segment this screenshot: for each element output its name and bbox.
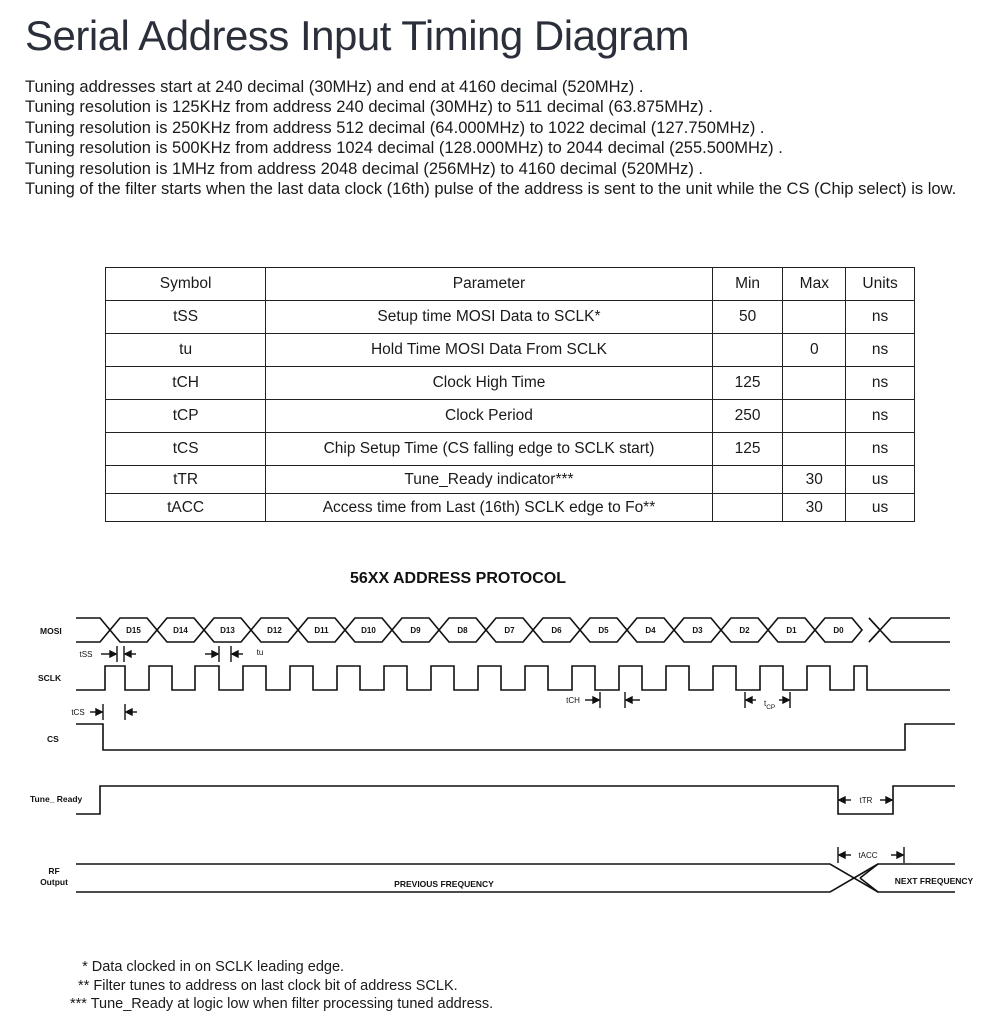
header-max: Max <box>783 268 846 301</box>
tcs-arrowhead-right <box>126 709 132 715</box>
mosi-idle-right-top <box>869 618 950 630</box>
mosi-bit-label: D6 <box>551 626 562 635</box>
ttr-label: tTR <box>859 796 873 805</box>
tss-arrowhead-right <box>125 651 131 657</box>
intro-line: Tuning resolution is 125KHz from address 240 decimal (30MHz) to 511 decimal (63.875MHz) . <box>25 98 713 117</box>
cell-parameter: Tune_Ready indicator*** <box>266 466 713 494</box>
intro-line: Tuning addresses start at 240 decimal (30MHz) and end at 4160 decimal (520MHz) . <box>25 78 644 96</box>
footnote: *** Tune_Ready at logic low when filter processing tuned address. <box>70 996 494 1012</box>
rf-previous-label: PREVIOUS FREQUENCY <box>394 879 494 889</box>
cell-symbol: tCH <box>106 367 266 400</box>
cell-min <box>712 466 783 494</box>
table-row <box>106 367 915 400</box>
tu-label: tu <box>256 648 264 657</box>
cell-units: us <box>846 466 915 494</box>
cell-max <box>783 400 846 433</box>
ttr-arrowhead-left <box>839 797 845 803</box>
tss-arrowhead <box>110 651 116 657</box>
mosi-idle-right-bottom <box>869 630 950 642</box>
mosi-bit-label: D7 <box>504 626 515 635</box>
cell-parameter: Chip Setup Time (CS falling edge to SCLK start) <box>266 433 713 466</box>
cell-symbol: tACC <box>106 494 266 522</box>
cell-max: 30 <box>783 466 846 494</box>
mosi-bit-label: D14 <box>173 626 188 635</box>
footnote: * Data clocked in on SCLK leading edge. <box>70 959 345 975</box>
cell-units: us <box>846 494 915 522</box>
signal-label-tune-ready: Tune_ Ready <box>30 794 83 804</box>
rf-next-label: NEXT FREQUENCY <box>894 876 974 886</box>
tune-ready-waveform <box>76 786 955 814</box>
cell-symbol: tCP <box>106 400 266 433</box>
header-units: Units <box>846 268 915 301</box>
cell-symbol: tSS <box>106 301 266 334</box>
footnotes <box>70 958 493 1014</box>
cell-symbol: tCS <box>106 433 266 466</box>
cell-min: 125 <box>712 433 783 466</box>
cell-min: 250 <box>712 400 783 433</box>
mosi-bit-label: D1 <box>786 626 797 635</box>
tcp-label-sub: CP <box>766 704 776 711</box>
intro-line: Tuning resolution is 250KHz from address 512 decimal (64.000MHz) to 1022 decimal (127.750MHz) . <box>25 118 765 137</box>
cell-units: ns <box>846 334 915 367</box>
mosi-bit-label: D15 <box>126 626 141 635</box>
cell-parameter: Clock High Time <box>266 367 713 400</box>
timing-parameter-table <box>105 267 915 522</box>
cell-symbol: tTR <box>106 466 266 494</box>
tacc-arrowhead-left <box>839 852 845 858</box>
cell-parameter: Hold Time MOSI Data From SCLK <box>266 334 713 367</box>
cell-parameter: Clock Period <box>266 400 713 433</box>
tacc-label: tACC <box>858 851 878 860</box>
mosi-bit-label: D4 <box>645 626 656 635</box>
mosi-waveform <box>76 618 950 642</box>
tch-arrowhead <box>593 697 599 703</box>
diagram-title: 56XX ADDRESS PROTOCOL <box>349 570 567 587</box>
signal-label-cs: CS <box>47 734 59 744</box>
table-row <box>106 334 915 367</box>
mosi-bit-label: D11 <box>314 626 329 635</box>
footnote: ** Filter tunes to address on last clock bit of address SCLK. <box>70 977 458 994</box>
cell-max <box>783 433 846 466</box>
tu-arrowhead <box>212 651 218 657</box>
cell-units: ns <box>846 400 915 433</box>
signal-label-rf: RF <box>48 866 60 876</box>
mosi-bit-label: D9 <box>410 626 421 635</box>
intro-line: Tuning resolution is 500KHz from address 1024 decimal (128.000MHz) to 2044 decimal (255.500MHz) . <box>25 139 783 158</box>
signal-label-mosi: MOSI <box>40 626 62 636</box>
cell-min <box>712 334 783 367</box>
cs-waveform <box>76 724 955 750</box>
cell-max <box>783 301 846 334</box>
mosi-idle-right <box>869 618 880 642</box>
intro-text <box>25 77 985 199</box>
intro-line: Tuning of the filter starts when the last data clock (16th) pulse of the address is sent to the unit while the CS (Chip select) is low. <box>25 180 957 199</box>
tacc-arrowhead-right <box>897 852 903 858</box>
cell-max <box>783 367 846 400</box>
tcp-label <box>764 699 775 711</box>
tcp-arrowhead-left <box>746 697 752 703</box>
tcp-arrowhead-right <box>783 697 789 703</box>
mosi-bit-label: D10 <box>361 626 376 635</box>
header-min: Min <box>712 268 783 301</box>
table-row <box>106 494 915 522</box>
mosi-bit-label: D3 <box>692 626 703 635</box>
table-row <box>106 466 915 494</box>
cell-min: 50 <box>712 301 783 334</box>
header-parameter: Parameter <box>266 268 713 301</box>
cell-symbol: tu <box>106 334 266 367</box>
tch-arrowhead-right <box>626 697 632 703</box>
signal-label-output: Output <box>40 877 68 887</box>
mosi-bit-label: D13 <box>220 626 235 635</box>
cell-parameter: Setup time MOSI Data to SCLK* <box>266 301 713 334</box>
mosi-bit-label: D8 <box>457 626 468 635</box>
tss-label: tSS <box>79 650 93 659</box>
table-row <box>106 433 915 466</box>
mosi-bit-label: D0 <box>833 626 844 635</box>
mosi-bit-label: D5 <box>598 626 609 635</box>
tcs-arrowhead <box>96 709 102 715</box>
tch-label: tCH <box>566 696 580 705</box>
sclk-waveform <box>76 666 950 690</box>
tcp-label-main: t <box>764 699 767 708</box>
page-title: Serial Address Input Timing Diagram <box>25 12 690 59</box>
signal-label-sclk: SCLK <box>38 673 62 683</box>
tu-arrowhead-right <box>232 651 238 657</box>
mosi-bit-label: D2 <box>739 626 750 635</box>
cell-units: ns <box>846 301 915 334</box>
intro-line: Tuning resolution is 1MHz from address 2048 decimal (256MHz) to 4160 decimal (520MHz) . <box>25 159 704 178</box>
table-row <box>106 400 915 433</box>
header-symbol: Symbol <box>106 268 266 301</box>
table-header-row <box>106 268 915 301</box>
cell-min: 125 <box>712 367 783 400</box>
cell-max: 30 <box>783 494 846 522</box>
cell-min <box>712 494 783 522</box>
cell-max: 0 <box>783 334 846 367</box>
cell-units: ns <box>846 367 915 400</box>
cell-parameter: Access time from Last (16th) SCLK edge to Fo** <box>266 494 713 522</box>
ttr-arrowhead-right <box>886 797 892 803</box>
mosi-idle-left <box>76 618 110 642</box>
mosi-bit-label: D12 <box>267 626 282 635</box>
table-row <box>106 301 915 334</box>
timing-diagram <box>0 560 1007 950</box>
cell-units: ns <box>846 433 915 466</box>
tcs-label: tCS <box>71 708 85 717</box>
rf-output-waveform <box>76 864 955 892</box>
